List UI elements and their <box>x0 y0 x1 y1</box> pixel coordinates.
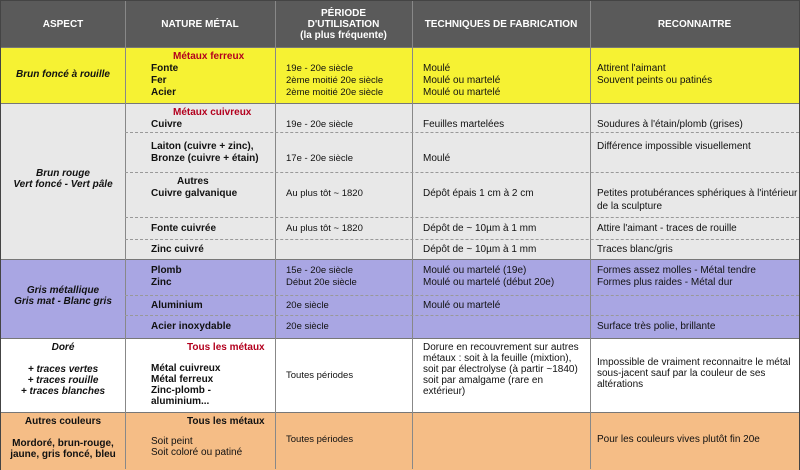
reconnaitre-acier-inox: Surface très polie, brillante <box>597 321 716 332</box>
technique-fonte-cuivree: Dépôt de ~ 10µm à 1 mm <box>423 223 537 234</box>
row-divider <box>125 217 799 218</box>
period-dore: Toutes périodes <box>286 370 354 381</box>
period-laiton: 17e - 20e siècle <box>286 153 354 164</box>
period-fer: 2ème moitié 20e siècle <box>286 75 384 86</box>
header-nature-metal: NATURE MÉTAL <box>161 18 239 30</box>
period-zinc: Début 20e siècle <box>286 277 357 288</box>
metal-aluminium-dore: aluminium... <box>151 396 210 407</box>
period-fonte-cuivree: Au plus tôt ~ 1820 <box>286 223 363 234</box>
period-plomb: 15e - 20e siècle <box>286 265 354 276</box>
reconnaitre-dore: altérations <box>597 379 644 390</box>
column-divider <box>590 1 591 469</box>
group-label-cuivreux: Métaux cuivreux <box>173 107 252 118</box>
period-fonte: 19e - 20e siècle <box>286 63 354 74</box>
reconnaitre-fonte-cuivree: Attire l'aimant - traces de rouille <box>597 223 737 234</box>
metal-zinc-cuivre: Zinc cuivré <box>151 244 204 255</box>
aspect-brun-rouge: Brun rouge Vert foncé - Vert pâle <box>13 168 113 190</box>
technique-dore: métaux : soit à la feuille (mixtion), <box>423 353 572 364</box>
header-techniques: TECHNIQUES DE FABRICATION <box>424 18 578 30</box>
metal-peint: Soit peint <box>151 436 193 447</box>
metal-cuivre-galvanique: Cuivre galvanique <box>151 188 238 199</box>
technique-dore: Dorure en recouvrement sur autres <box>423 342 579 353</box>
metal-acier-inox: Acier inoxydable <box>151 321 232 332</box>
reconnaitre-ferreux: Souvent peints ou patinés <box>597 75 713 86</box>
technique-acier: Moulé ou martelé <box>423 87 501 98</box>
reconnaitre-dore: Impossible de vraiment reconnaitre le métal <box>597 357 791 368</box>
header-periode: PÉRIODE D'UTILISATION (la plus fréquente) <box>300 7 387 41</box>
label-autres: Autres <box>177 176 209 187</box>
metal-zinc-plomb-dore: Zinc-plomb - <box>151 385 211 396</box>
table-header <box>1 1 799 47</box>
metal-aluminium: Aluminium <box>151 300 203 311</box>
group-label-tous-autres: Tous les métaux <box>187 416 265 427</box>
reconnaitre-zinc: Formes plus raides - Métal dur <box>597 277 733 288</box>
header-aspect: ASPECT <box>42 18 84 30</box>
metal-bronze: Bronze (cuivre + étain) <box>151 153 259 164</box>
column-divider <box>412 1 413 469</box>
reconnaitre-autres: Pour les couleurs vives plutôt fin 20e <box>597 434 760 445</box>
row-divider <box>125 315 799 316</box>
reconnaitre-ferreux: Attirent l'aimant <box>597 63 666 74</box>
metal-fonte: Fonte <box>151 63 179 74</box>
period-acier: 2ème moitié 20e siècle <box>286 87 384 98</box>
header-reconnaitre: RECONNAITRE <box>657 18 732 30</box>
row-divider <box>125 239 799 240</box>
period-cuivre: 19e - 20e siècle <box>286 119 354 130</box>
reconnaitre-galvanique: de la sculpture <box>597 201 663 212</box>
reconnaitre-cuivre: Soudures à l'étain/plomb (grises) <box>597 119 743 130</box>
technique-cuivre: Feuilles martelées <box>423 119 505 130</box>
technique-fer: Moulé ou martelé <box>423 75 501 86</box>
column-divider <box>125 1 126 469</box>
technique-dore: soit par amalgame (rare en <box>423 375 544 386</box>
technique-zinc-cuivre: Dépôt de ~ 10µm à 1 mm <box>423 244 537 255</box>
reconnaitre-laiton: Différence impossible visuellement <box>597 141 751 152</box>
row-divider <box>125 132 799 133</box>
aspect-gris: Gris métallique Gris mat - Blanc gris <box>14 285 112 307</box>
metal-colore: Soit coloré ou patiné <box>151 447 243 458</box>
metal-zinc: Zinc <box>151 277 172 288</box>
aspect-autres-text: Autres couleurs Mordoré, brun-rouge, jaune, gris foncé, bleu <box>10 416 116 460</box>
reconnaitre-plomb: Formes assez molles - Métal tendre <box>597 265 756 276</box>
metal-cuivreux-dore: Métal cuivreux <box>151 363 221 374</box>
metal-laiton: Laiton (cuivre + zinc), <box>151 141 254 152</box>
reconnaitre-zinc-cuivre: Traces blanc/gris <box>597 244 673 255</box>
technique-fonte: Moulé <box>423 63 451 74</box>
technique-laiton: Moulé <box>423 153 451 164</box>
period-aluminium: 20e siècle <box>286 300 329 311</box>
reconnaitre-dore: sous-jacent sauf par la couleur de ses <box>597 368 766 379</box>
metal-plomb: Plomb <box>151 265 182 276</box>
technique-galvanique: Dépôt épais 1 cm à 2 cm <box>423 188 534 199</box>
metal-cuivre: Cuivre <box>151 119 183 130</box>
column-divider <box>275 1 276 469</box>
group-label-tous-dore: Tous les métaux <box>187 342 265 353</box>
metal-fonte-cuivree: Fonte cuivrée <box>151 223 217 234</box>
technique-plomb: Moulé ou martelé (19e) <box>423 265 527 276</box>
row-divider <box>125 172 799 173</box>
group-label-ferreux: Métaux ferreux <box>173 51 245 62</box>
technique-zinc: Moulé ou martelé (début 20e) <box>423 277 555 288</box>
aspect-brun-fonce: Brun foncé à rouille <box>16 69 110 80</box>
technique-aluminium: Moulé ou martelé <box>423 300 501 311</box>
technique-dore: extérieur) <box>423 386 466 397</box>
period-galvanique: Au plus tôt ~ 1820 <box>286 188 363 199</box>
technique-dore: soit par électrolyse (à partir ~1840) <box>423 364 578 375</box>
reconnaitre-galvanique: Petites protubérances sphériques à l'intérieur <box>597 188 798 199</box>
row-divider <box>125 295 799 296</box>
metal-fer: Fer <box>151 75 167 86</box>
period-acier-inox: 20e siècle <box>286 321 329 332</box>
aspect-dore: Doré + traces vertes + traces rouille + traces blanches <box>20 342 106 397</box>
aspect-autres <box>1 416 125 460</box>
metal-ferreux-dore: Métal ferreux <box>151 374 214 385</box>
metal-acier: Acier <box>151 87 177 98</box>
period-autres: Toutes périodes <box>286 434 354 445</box>
